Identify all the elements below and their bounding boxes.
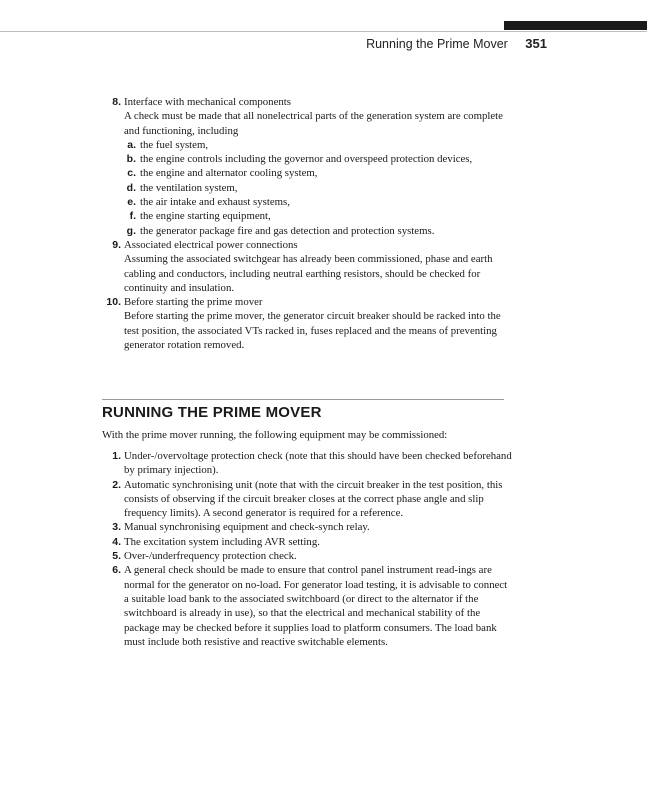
sub-item-f bbox=[102, 209, 512, 223]
sub-item-text: the generator package fire and gas detection and protection systems. bbox=[140, 224, 435, 237]
header-rule bbox=[0, 31, 647, 32]
item-text: A general check should be made to ensure that control panel instrument read-ings are normal for the generator on no-load. For generator load testing, it is advisable to connect a suitable load bank to the associated switchboard (or direct to the alternator if the switchboard is already in use), so that the electrical and mechanical stability of the package may be checked before it supplies load to platform consumers. The load bank must include both resistive and reactive switchable elements. bbox=[124, 564, 508, 648]
list-item-1 bbox=[102, 449, 512, 478]
item-text: Automatic synchronising unit (note that with the circuit breaker in the test position, this consists of observing if the circuit breaker closes at the correct phase angle and slip frequency limits). A second generator is required for a reference. bbox=[124, 478, 503, 520]
list-item-8 bbox=[102, 95, 512, 138]
item-number: 2. bbox=[112, 478, 121, 491]
list-item-3 bbox=[102, 520, 512, 534]
item-number: 5. bbox=[112, 550, 121, 563]
list-continuation bbox=[102, 95, 512, 352]
item-title: Interface with mechanical components bbox=[124, 96, 291, 108]
sub-item-text: the engine and alternator cooling system, bbox=[140, 167, 318, 180]
sub-item-a bbox=[102, 138, 512, 152]
sub-item-text: the engine controls including the governor and overspeed protection devices, bbox=[140, 153, 473, 166]
item-number: 4. bbox=[112, 535, 121, 548]
item-text: Over-/underfrequency protection check. bbox=[124, 550, 297, 563]
sub-item-letter: c. bbox=[127, 167, 136, 180]
item-number: 1. bbox=[112, 450, 121, 462]
item-number: 10. bbox=[106, 296, 121, 309]
sub-item-letter: a. bbox=[127, 138, 136, 151]
item-text: Manual synchronising equipment and check-synch relay. bbox=[124, 521, 370, 534]
item-number: 6. bbox=[112, 564, 121, 577]
sub-item-letter: g. bbox=[126, 224, 136, 237]
section-intro: With the prime mover running, the following equipment may be commissioned: bbox=[102, 429, 448, 441]
sub-item-g bbox=[102, 224, 512, 238]
sub-item-d bbox=[102, 181, 512, 195]
item-title: Associated electrical power connections bbox=[124, 238, 298, 251]
section-rule bbox=[102, 399, 504, 400]
item-number: 9. bbox=[112, 238, 121, 251]
list-item-4 bbox=[102, 535, 512, 549]
page-number: 351 bbox=[525, 36, 547, 51]
list-item-2 bbox=[102, 478, 512, 521]
item-title: Before starting the prime mover bbox=[124, 296, 263, 309]
item-text: The excitation system including AVR setting. bbox=[124, 535, 320, 548]
header-bar bbox=[504, 21, 647, 30]
sub-item-c bbox=[102, 166, 512, 180]
running-title: Running the Prime Mover bbox=[366, 37, 508, 51]
commissioning-list bbox=[102, 449, 512, 649]
item-body: A check must be made that all nonelectrical parts of the generation system are complete and functioning, including bbox=[124, 110, 503, 137]
item-body: Before starting the prime mover, the generator circuit breaker should be racked into the test position, the associated VTs racked in, fuses replaced and the means of preventing generator rotation removed. bbox=[124, 310, 501, 352]
sub-item-letter: e. bbox=[127, 196, 136, 209]
sub-item-letter: b. bbox=[126, 153, 136, 166]
list-item-10 bbox=[102, 295, 512, 352]
item-text: Under-/overvoltage protection check (note that this should have been checked beforehand by primary injection). bbox=[124, 450, 512, 477]
item-body: Assuming the associated switchgear has already been commissioned, phase and earth cabling and conductors, including neutral earthing resistors, should be checked for continuity and insulation. bbox=[124, 253, 493, 294]
sub-item-text: the engine starting equipment, bbox=[140, 210, 271, 223]
sub-item-text: the fuel system, bbox=[140, 138, 209, 151]
sub-item-text: the ventilation system, bbox=[140, 181, 238, 194]
list-item-6 bbox=[102, 563, 512, 649]
sub-item-letter: d. bbox=[126, 181, 136, 194]
list-item-5 bbox=[102, 549, 512, 563]
item-number: 8. bbox=[112, 96, 121, 108]
sub-item-text: the air intake and exhaust systems, bbox=[140, 196, 290, 209]
list-item-9 bbox=[102, 238, 512, 295]
sub-item-b bbox=[102, 152, 512, 166]
item-number: 3. bbox=[112, 521, 121, 534]
sub-item-e bbox=[102, 195, 512, 209]
sub-item-letter: f. bbox=[129, 210, 136, 223]
running-head bbox=[366, 36, 547, 51]
section-heading: RUNNING THE PRIME MOVER bbox=[102, 404, 322, 421]
